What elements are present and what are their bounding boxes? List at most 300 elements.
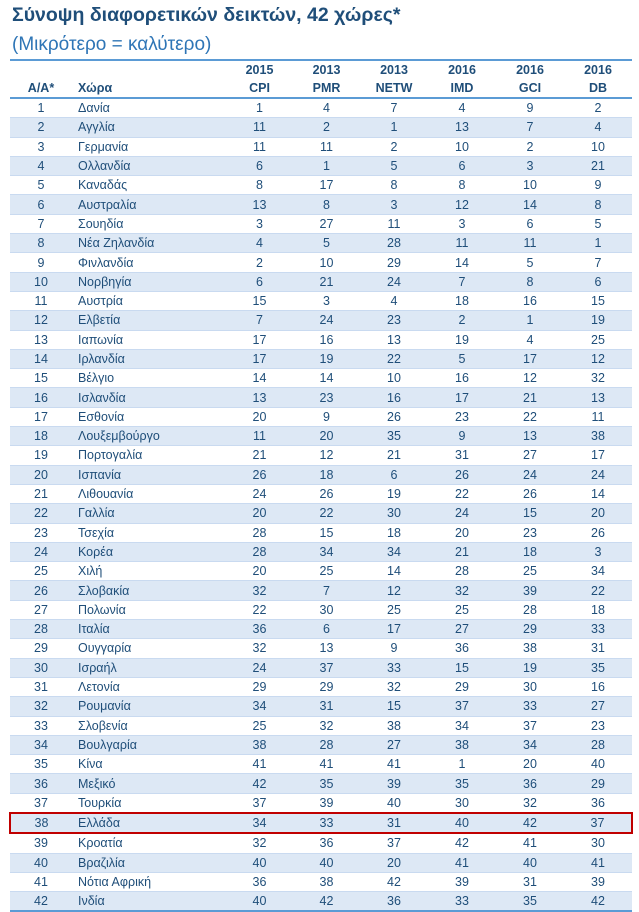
cell-pmr: 36: [293, 833, 360, 853]
row-country: Εσθονία: [72, 407, 226, 426]
cell-db: 6: [564, 272, 632, 291]
cell-netw: 42: [360, 872, 428, 891]
cell-imd: 38: [428, 735, 496, 754]
row-country: Γερμανία: [72, 137, 226, 156]
cell-cpi: 13: [226, 195, 293, 214]
header-year: [10, 60, 72, 79]
cell-cpi: 29: [226, 677, 293, 696]
cell-cpi: 36: [226, 872, 293, 891]
row-country: Τουρκία: [72, 793, 226, 813]
row-index: 26: [10, 581, 72, 600]
cell-netw: 30: [360, 504, 428, 523]
cell-cpi: 15: [226, 291, 293, 310]
row-index: 34: [10, 735, 72, 754]
row-index: 17: [10, 407, 72, 426]
cell-imd: 21: [428, 542, 496, 561]
cell-cpi: 25: [226, 716, 293, 735]
cell-gci: 25: [496, 562, 564, 581]
cell-gci: 28: [496, 600, 564, 619]
cell-cpi: 32: [226, 639, 293, 658]
cell-imd: 6: [428, 156, 496, 175]
row-country: Αυστρία: [72, 291, 226, 310]
cell-imd: 32: [428, 581, 496, 600]
cell-gci: 4: [496, 330, 564, 349]
cell-netw: 16: [360, 388, 428, 407]
row-index: 13: [10, 330, 72, 349]
cell-pmr: 6: [293, 620, 360, 639]
cell-db: 35: [564, 658, 632, 677]
cell-gci: 23: [496, 523, 564, 542]
row-country: Ισραήλ: [72, 658, 226, 677]
row-index: 37: [10, 793, 72, 813]
cell-imd: 14: [428, 253, 496, 272]
cell-netw: 24: [360, 272, 428, 291]
header-country: Χώρα: [72, 79, 226, 98]
cell-imd: 34: [428, 716, 496, 735]
table-row: [10, 833, 632, 853]
row-index: 32: [10, 697, 72, 716]
cell-db: 17: [564, 446, 632, 465]
cell-gci: 17: [496, 349, 564, 368]
row-country: Πορτογαλία: [72, 446, 226, 465]
cell-netw: 31: [360, 813, 428, 833]
cell-imd: 31: [428, 446, 496, 465]
table-row: [10, 427, 632, 446]
table-row: [10, 872, 632, 891]
cell-cpi: 14: [226, 369, 293, 388]
table-row: [10, 156, 632, 175]
table-row: [10, 272, 632, 291]
cell-pmr: 16: [293, 330, 360, 349]
cell-gci: 13: [496, 427, 564, 446]
cell-gci: 29: [496, 620, 564, 639]
cell-db: 31: [564, 639, 632, 658]
cell-imd: 35: [428, 774, 496, 793]
row-index: 31: [10, 677, 72, 696]
row-country: Γαλλία: [72, 504, 226, 523]
cell-gci: 33: [496, 697, 564, 716]
row-index: 25: [10, 562, 72, 581]
table-row: [10, 581, 632, 600]
cell-netw: 8: [360, 176, 428, 195]
header-year: 2016: [428, 60, 496, 79]
cell-pmr: 31: [293, 697, 360, 716]
cell-cpi: 28: [226, 542, 293, 561]
table-row: [10, 658, 632, 677]
row-country: Κίνα: [72, 755, 226, 774]
row-country: Βραζιλία: [72, 853, 226, 872]
cell-cpi: 6: [226, 156, 293, 175]
table-row: [10, 195, 632, 214]
cell-netw: 4: [360, 291, 428, 310]
cell-netw: 3: [360, 195, 428, 214]
cell-pmr: 38: [293, 872, 360, 891]
row-country: Βέλγιο: [72, 369, 226, 388]
row-index: 16: [10, 388, 72, 407]
cell-db: 36: [564, 793, 632, 813]
header-cpi: CPI: [226, 79, 293, 98]
cell-cpi: 36: [226, 620, 293, 639]
row-country: Φινλανδία: [72, 253, 226, 272]
table-row: [10, 311, 632, 330]
cell-pmr: 1: [293, 156, 360, 175]
cell-gci: 8: [496, 272, 564, 291]
row-country: Ιταλία: [72, 620, 226, 639]
row-country: Νότια Αφρική: [72, 872, 226, 891]
cell-cpi: 20: [226, 407, 293, 426]
cell-db: 26: [564, 523, 632, 542]
cell-netw: 36: [360, 892, 428, 912]
cell-imd: 24: [428, 504, 496, 523]
row-index: 10: [10, 272, 72, 291]
row-index: 4: [10, 156, 72, 175]
cell-imd: 37: [428, 697, 496, 716]
cell-netw: 33: [360, 658, 428, 677]
cell-netw: 35: [360, 427, 428, 446]
cell-pmr: 18: [293, 465, 360, 484]
cell-pmr: 24: [293, 311, 360, 330]
cell-netw: 6: [360, 465, 428, 484]
cell-gci: 7: [496, 118, 564, 137]
cell-imd: 23: [428, 407, 496, 426]
cell-pmr: 30: [293, 600, 360, 619]
cell-imd: 12: [428, 195, 496, 214]
cell-gci: 40: [496, 853, 564, 872]
cell-pmr: 2: [293, 118, 360, 137]
cell-pmr: 7: [293, 581, 360, 600]
cell-netw: 39: [360, 774, 428, 793]
indicators-table: [9, 59, 633, 912]
row-index: 24: [10, 542, 72, 561]
cell-imd: 39: [428, 872, 496, 891]
cell-netw: 5: [360, 156, 428, 175]
cell-gci: 27: [496, 446, 564, 465]
cell-cpi: 38: [226, 735, 293, 754]
header-gci: GCI: [496, 79, 564, 98]
cell-db: 19: [564, 311, 632, 330]
table-row: [10, 892, 632, 912]
cell-imd: 27: [428, 620, 496, 639]
cell-netw: 32: [360, 677, 428, 696]
row-index: 35: [10, 755, 72, 774]
row-country: Ινδία: [72, 892, 226, 912]
row-index: 5: [10, 176, 72, 195]
header-imd: IMD: [428, 79, 496, 98]
header-index: Α/Α*: [10, 79, 72, 98]
cell-db: 18: [564, 600, 632, 619]
row-country: Νορβηγία: [72, 272, 226, 291]
table-row: [10, 388, 632, 407]
row-index: 33: [10, 716, 72, 735]
row-index: 28: [10, 620, 72, 639]
row-country: Ιρλανδία: [72, 349, 226, 368]
cell-db: 7: [564, 253, 632, 272]
table-row: [10, 677, 632, 696]
cell-cpi: 24: [226, 484, 293, 503]
cell-db: 3: [564, 542, 632, 561]
cell-imd: 16: [428, 369, 496, 388]
cell-gci: 5: [496, 253, 564, 272]
cell-db: 1: [564, 234, 632, 253]
cell-cpi: 32: [226, 581, 293, 600]
row-country: Λουξεμβούργο: [72, 427, 226, 446]
cell-netw: 18: [360, 523, 428, 542]
cell-pmr: 20: [293, 427, 360, 446]
row-country: Χιλή: [72, 562, 226, 581]
cell-imd: 18: [428, 291, 496, 310]
row-country: Τσεχία: [72, 523, 226, 542]
cell-gci: 3: [496, 156, 564, 175]
cell-netw: 9: [360, 639, 428, 658]
cell-imd: 8: [428, 176, 496, 195]
cell-pmr: 35: [293, 774, 360, 793]
cell-cpi: 20: [226, 562, 293, 581]
row-index: 41: [10, 872, 72, 891]
cell-cpi: 21: [226, 446, 293, 465]
cell-netw: 17: [360, 620, 428, 639]
table-row: [10, 542, 632, 561]
table-row: [10, 330, 632, 349]
cell-gci: 39: [496, 581, 564, 600]
row-country: Ισπανία: [72, 465, 226, 484]
cell-netw: 26: [360, 407, 428, 426]
row-country: Λιθουανία: [72, 484, 226, 503]
row-index: 30: [10, 658, 72, 677]
cell-db: 42: [564, 892, 632, 912]
table-row: [10, 504, 632, 523]
row-country: Καναδάς: [72, 176, 226, 195]
cell-cpi: 7: [226, 311, 293, 330]
cell-netw: 20: [360, 853, 428, 872]
cell-netw: 37: [360, 833, 428, 853]
page-title: Σύνοψη διαφορετικών δεικτών, 42 χώρες*: [12, 4, 401, 26]
cell-db: 28: [564, 735, 632, 754]
row-country: Αυστραλία: [72, 195, 226, 214]
cell-gci: 38: [496, 639, 564, 658]
cell-netw: 27: [360, 735, 428, 754]
cell-netw: 25: [360, 600, 428, 619]
cell-db: 2: [564, 98, 632, 118]
cell-imd: 40: [428, 813, 496, 833]
cell-db: 25: [564, 330, 632, 349]
cell-imd: 4: [428, 98, 496, 118]
row-index: 27: [10, 600, 72, 619]
cell-pmr: 4: [293, 98, 360, 118]
cell-netw: 21: [360, 446, 428, 465]
cell-cpi: 24: [226, 658, 293, 677]
cell-db: 10: [564, 137, 632, 156]
cell-db: 37: [564, 813, 632, 833]
table-row: [10, 697, 632, 716]
cell-imd: 42: [428, 833, 496, 853]
cell-imd: 3: [428, 214, 496, 233]
cell-imd: 1: [428, 755, 496, 774]
cell-netw: 13: [360, 330, 428, 349]
cell-cpi: 34: [226, 697, 293, 716]
cell-netw: 14: [360, 562, 428, 581]
cell-imd: 17: [428, 388, 496, 407]
cell-gci: 26: [496, 484, 564, 503]
row-index: 23: [10, 523, 72, 542]
row-index: 14: [10, 349, 72, 368]
cell-db: 30: [564, 833, 632, 853]
row-country: Ελλάδα: [72, 813, 226, 833]
cell-netw: 10: [360, 369, 428, 388]
cell-pmr: 23: [293, 388, 360, 407]
cell-gci: 34: [496, 735, 564, 754]
row-index: 29: [10, 639, 72, 658]
table-row: [10, 716, 632, 735]
cell-pmr: 27: [293, 214, 360, 233]
cell-cpi: 42: [226, 774, 293, 793]
header-year: 2015: [226, 60, 293, 79]
header-year: 2016: [564, 60, 632, 79]
cell-gci: 35: [496, 892, 564, 912]
row-country: Βουλγαρία: [72, 735, 226, 754]
cell-cpi: 26: [226, 465, 293, 484]
cell-gci: 6: [496, 214, 564, 233]
cell-imd: 10: [428, 137, 496, 156]
row-index: 8: [10, 234, 72, 253]
cell-imd: 15: [428, 658, 496, 677]
row-index: 21: [10, 484, 72, 503]
row-index: 12: [10, 311, 72, 330]
table-row: [10, 774, 632, 793]
table-row: [10, 253, 632, 272]
row-index: 11: [10, 291, 72, 310]
cell-gci: 42: [496, 813, 564, 833]
cell-imd: 11: [428, 234, 496, 253]
row-index: 7: [10, 214, 72, 233]
cell-db: 5: [564, 214, 632, 233]
cell-pmr: 33: [293, 813, 360, 833]
row-index: 19: [10, 446, 72, 465]
cell-pmr: 9: [293, 407, 360, 426]
cell-netw: 29: [360, 253, 428, 272]
cell-cpi: 4: [226, 234, 293, 253]
cell-pmr: 5: [293, 234, 360, 253]
cell-pmr: 10: [293, 253, 360, 272]
cell-db: 11: [564, 407, 632, 426]
cell-netw: 19: [360, 484, 428, 503]
header-year: 2013: [293, 60, 360, 79]
cell-pmr: 19: [293, 349, 360, 368]
cell-db: 15: [564, 291, 632, 310]
row-index: 15: [10, 369, 72, 388]
cell-netw: 28: [360, 234, 428, 253]
row-index: 22: [10, 504, 72, 523]
cell-db: 12: [564, 349, 632, 368]
cell-db: 38: [564, 427, 632, 446]
cell-pmr: 11: [293, 137, 360, 156]
cell-gci: 1: [496, 311, 564, 330]
cell-db: 9: [564, 176, 632, 195]
cell-imd: 26: [428, 465, 496, 484]
table-row: [10, 176, 632, 195]
cell-cpi: 8: [226, 176, 293, 195]
row-country: Σλοβενία: [72, 716, 226, 735]
row-country: Λετονία: [72, 677, 226, 696]
table-row: [10, 98, 632, 118]
cell-cpi: 34: [226, 813, 293, 833]
cell-cpi: 11: [226, 137, 293, 156]
cell-gci: 21: [496, 388, 564, 407]
cell-pmr: 34: [293, 542, 360, 561]
cell-gci: 19: [496, 658, 564, 677]
cell-imd: 19: [428, 330, 496, 349]
cell-netw: 40: [360, 793, 428, 813]
row-country: Ουγγαρία: [72, 639, 226, 658]
table-row: [10, 349, 632, 368]
cell-db: 33: [564, 620, 632, 639]
cell-cpi: 11: [226, 118, 293, 137]
row-index: 39: [10, 833, 72, 853]
cell-netw: 15: [360, 697, 428, 716]
cell-cpi: 22: [226, 600, 293, 619]
cell-cpi: 2: [226, 253, 293, 272]
header-netw: NETW: [360, 79, 428, 98]
cell-db: 21: [564, 156, 632, 175]
row-index: 20: [10, 465, 72, 484]
row-country: Ισλανδία: [72, 388, 226, 407]
cell-imd: 13: [428, 118, 496, 137]
cell-gci: 18: [496, 542, 564, 561]
cell-cpi: 6: [226, 272, 293, 291]
table-row: [10, 369, 632, 388]
cell-imd: 25: [428, 600, 496, 619]
table-row: [10, 214, 632, 233]
cell-imd: 36: [428, 639, 496, 658]
row-country: Νέα Ζηλανδία: [72, 234, 226, 253]
header-columns-row: [10, 79, 632, 98]
cell-gci: 2: [496, 137, 564, 156]
cell-db: 22: [564, 581, 632, 600]
row-index: 2: [10, 118, 72, 137]
cell-pmr: 14: [293, 369, 360, 388]
table-row: [10, 446, 632, 465]
cell-pmr: 3: [293, 291, 360, 310]
cell-pmr: 22: [293, 504, 360, 523]
cell-db: 24: [564, 465, 632, 484]
cell-db: 27: [564, 697, 632, 716]
cell-cpi: 17: [226, 330, 293, 349]
table-row: [10, 407, 632, 426]
cell-gci: 22: [496, 407, 564, 426]
cell-gci: 37: [496, 716, 564, 735]
cell-gci: 30: [496, 677, 564, 696]
table-row: [10, 234, 632, 253]
cell-netw: 22: [360, 349, 428, 368]
cell-pmr: 25: [293, 562, 360, 581]
cell-imd: 33: [428, 892, 496, 912]
header-db: DB: [564, 79, 632, 98]
table-row: [10, 465, 632, 484]
cell-db: 20: [564, 504, 632, 523]
cell-pmr: 42: [293, 892, 360, 912]
cell-db: 39: [564, 872, 632, 891]
cell-cpi: 11: [226, 427, 293, 446]
row-index: 36: [10, 774, 72, 793]
table-body: [10, 98, 632, 911]
row-index: 40: [10, 853, 72, 872]
cell-netw: 12: [360, 581, 428, 600]
row-country: Κροατία: [72, 833, 226, 853]
cell-imd: 9: [428, 427, 496, 446]
cell-pmr: 13: [293, 639, 360, 658]
cell-pmr: 8: [293, 195, 360, 214]
cell-pmr: 41: [293, 755, 360, 774]
cell-netw: 7: [360, 98, 428, 118]
